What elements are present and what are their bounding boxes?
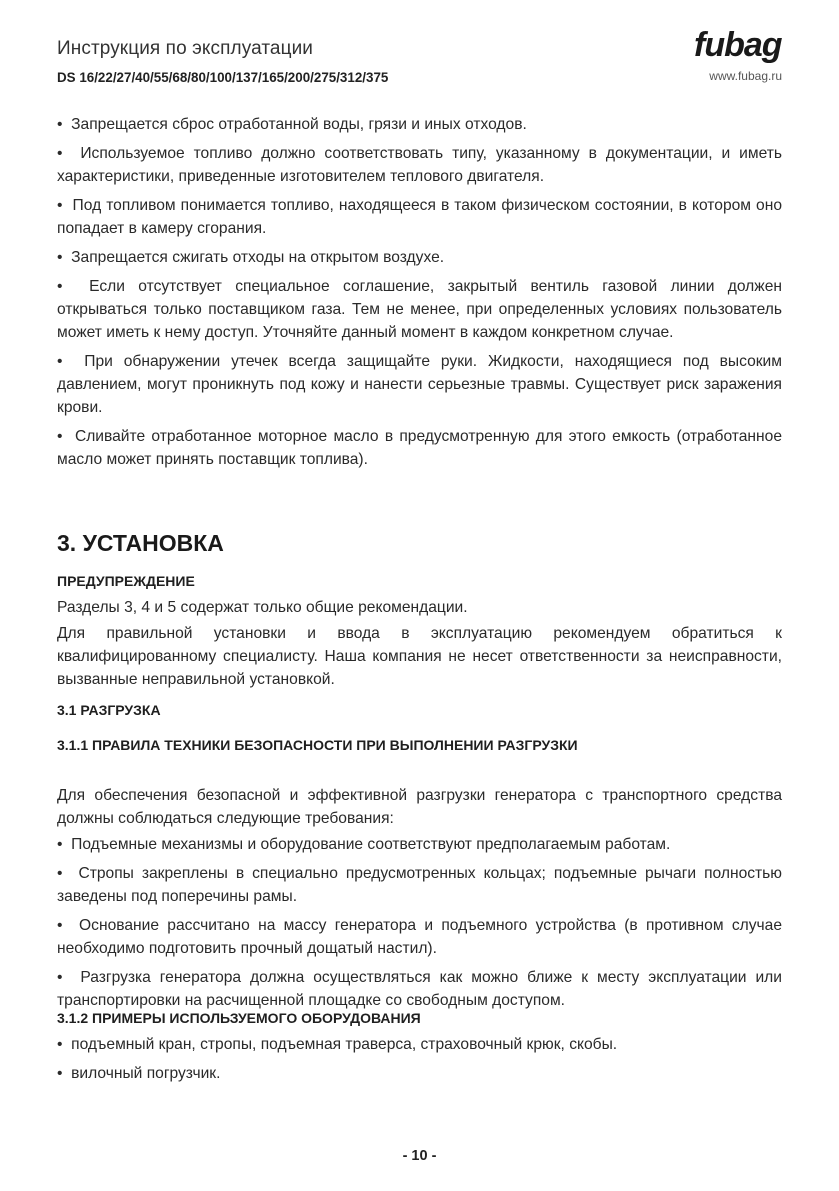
document-title: Инструкция по эксплуатации bbox=[57, 38, 314, 59]
website-url: www.fubag.ru bbox=[709, 69, 782, 83]
warning-block bbox=[57, 570, 782, 697]
list-item: • подъемный кран, стропы, подъемная траверса, страховочный крюк, скобы. bbox=[57, 1033, 782, 1056]
model-list: DS 16/22/27/40/55/68/80/100/137/165/200/275/312/375 bbox=[57, 70, 389, 85]
intro-text: Для обеспечения безопасной и эффективной разгрузки генератора с транспортного средства должны соблюдаться следующие требования: bbox=[57, 787, 782, 827]
subsection-3-1 bbox=[57, 699, 782, 722]
list-item: • Подъемные механизмы и оборудование соответствуют предполагаемым работам. bbox=[57, 833, 782, 856]
subsection-title: 3.1 РАЗГРУЗКА bbox=[57, 702, 161, 718]
subsection-title: 3.1.1 ПРАВИЛА ТЕХНИКИ БЕЗОПАСНОСТИ ПРИ ВЫПОЛНЕНИИ РАЗГРУЗКИ bbox=[57, 737, 578, 753]
list-item: • вилочный погрузчик. bbox=[57, 1062, 782, 1085]
list-item: • Запрещается сброс отработанной воды, грязи и иных отходов. bbox=[57, 113, 782, 136]
page-number: - 10 - bbox=[402, 1148, 437, 1164]
list-item: • Если отсутствует специальное соглашение, закрытый вентиль газовой линии должен открываться только поставщиком газа. Тем не менее, при определенных условиях пользователь может иметь к нему доступ. Уточняйте данный момент в каждом конкретном случае. bbox=[57, 275, 782, 344]
subsection-3-1-1 bbox=[57, 734, 782, 757]
section-heading: 3. УСТАНОВКА bbox=[57, 530, 224, 556]
list-item: • Разгрузка генератора должна осуществляться как можно ближе к месту эксплуатации или транспортировки на расчищенной площадке со свободным доступом. bbox=[57, 966, 782, 1012]
fubag-logo bbox=[692, 24, 784, 66]
list-item: • Стропы закреплены в специально предусмотренных кольцах; подъемные рычаги полностью заведены под поперечины рамы. bbox=[57, 862, 782, 908]
warning-text: Разделы 3, 4 и 5 содержат только общие рекомендации. bbox=[57, 599, 468, 616]
list-item: • При обнаружении утечек всегда защищайте руки. Жидкости, находящиеся под высоким давлением, могут проникнуть под кожу и нанести серьезные травмы. Существует риск заражения крови. bbox=[57, 350, 782, 419]
subsection-3-1-2 bbox=[57, 1007, 782, 1091]
list-item: • Основание рассчитано на массу генератора и подъемного устройства (в противном случае необходимо подготовить прочный дощатый настил). bbox=[57, 914, 782, 960]
list-item: • Используемое топливо должно соответствовать типу, указанному в документации, и иметь характеристики, приведенные изготовителем теплового двигателя. bbox=[57, 142, 782, 188]
safety-bullets bbox=[57, 113, 782, 477]
list-item: • Под топливом понимается топливо, находящееся в таком физическом состоянии, в котором оно попадает в камеру сгорания. bbox=[57, 194, 782, 240]
list-item: • Сливайте отработанное моторное масло в предусмотренную для этого емкость (отработанное масло может принять поставщик топлива). bbox=[57, 425, 782, 471]
logo-text: fubag bbox=[694, 26, 782, 64]
warning-title: ПРЕДУПРЕЖДЕНИЕ bbox=[57, 573, 195, 589]
list-item: • Запрещается сжигать отходы на открытом воздухе. bbox=[57, 246, 782, 269]
subsection-3-1-1-body bbox=[57, 784, 782, 1018]
subsection-title: 3.1.2 ПРИМЕРЫ ИСПОЛЬЗУЕМОГО ОБОРУДОВАНИЯ bbox=[57, 1010, 421, 1026]
warning-text: Для правильной установки и ввода в эксплуатацию рекомендуем обратиться к квалифицированному специалисту. Наша компания не несет ответственности за неисправности, вызванные неправильной установкой. bbox=[57, 625, 782, 688]
